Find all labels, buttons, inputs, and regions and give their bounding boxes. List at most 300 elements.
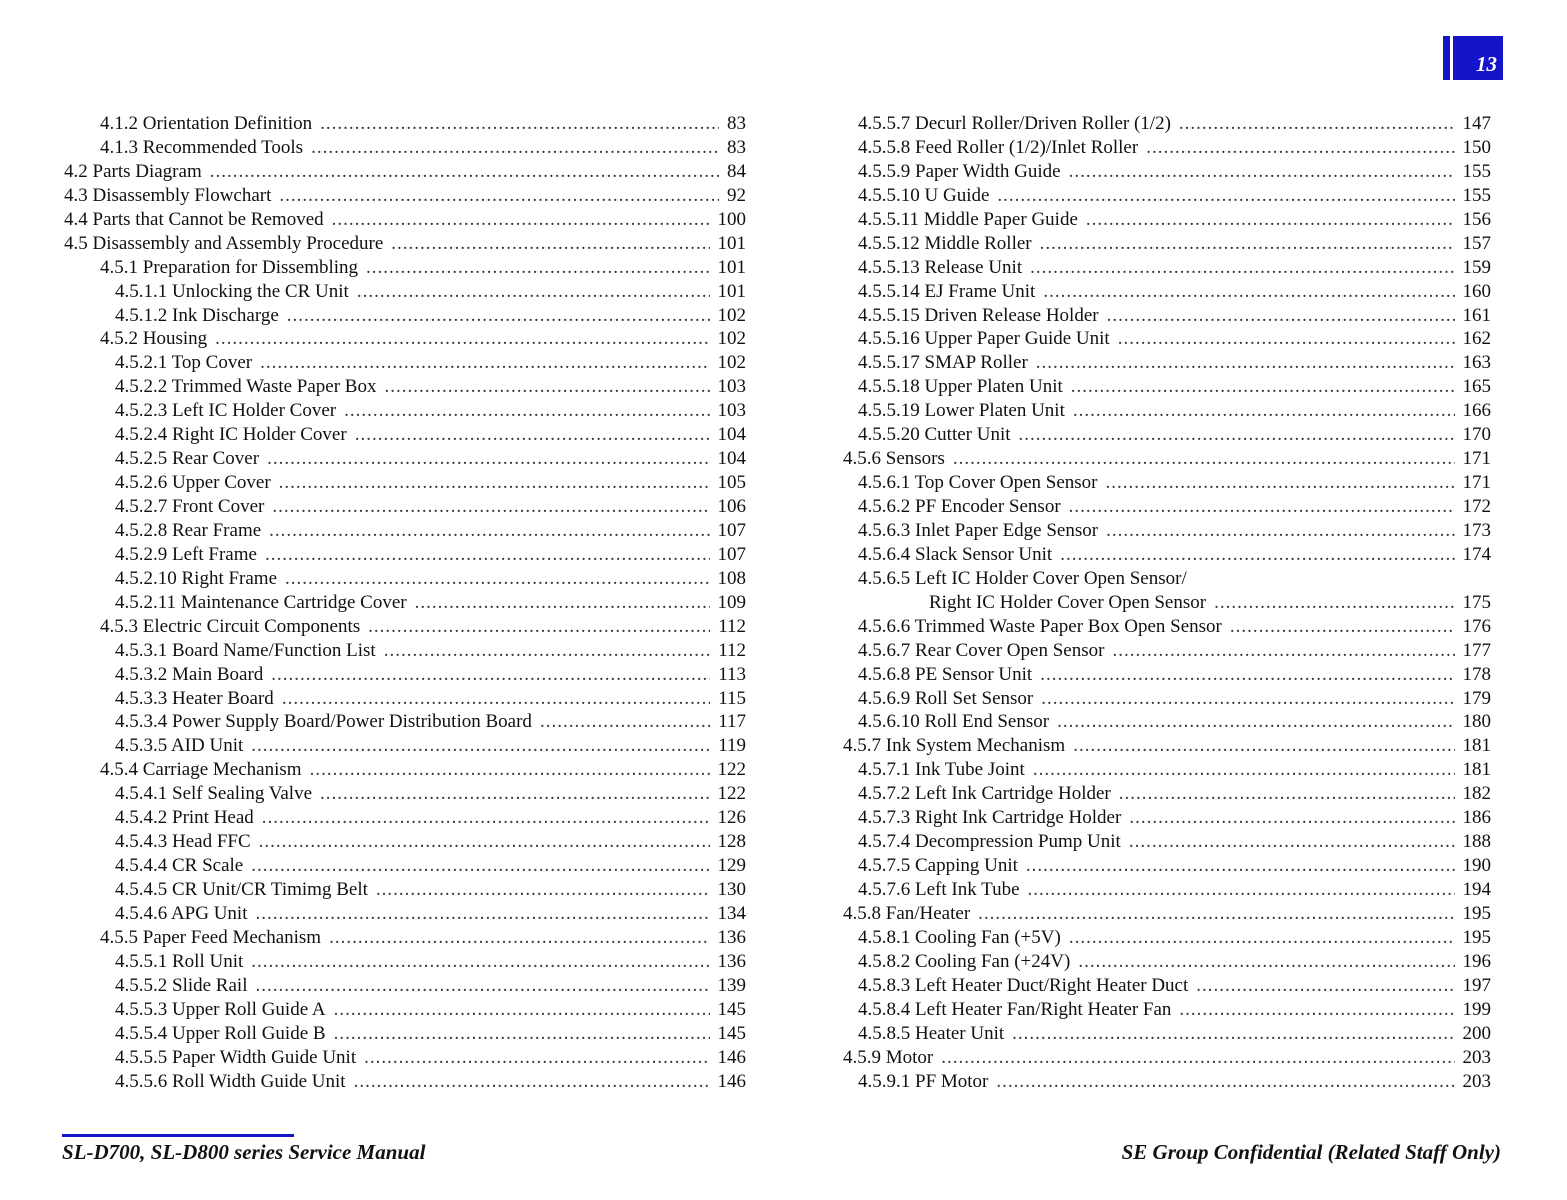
toc-dot-leader	[285, 567, 709, 591]
toc-dot-leader	[1041, 687, 1454, 711]
toc-entry[interactable]	[843, 495, 1491, 519]
page-number-badge	[1443, 36, 1503, 80]
toc-entry-page: 117	[718, 711, 746, 733]
toc-entry[interactable]	[64, 1046, 746, 1070]
toc-entry-title: 4.5.7.2 Left Ink Cartridge Holder	[858, 783, 1111, 805]
toc-entry[interactable]	[843, 351, 1491, 375]
footer-rule	[62, 1134, 294, 1137]
toc-entry-page: 195	[1462, 926, 1491, 948]
toc-entry[interactable]	[64, 710, 746, 734]
toc-dot-leader	[255, 974, 709, 998]
toc-entry[interactable]	[843, 687, 1491, 711]
toc-entry[interactable]	[64, 782, 746, 806]
toc-entry-title: 4.5.5.19 Lower Platen Unit	[858, 400, 1065, 422]
toc-entry-page: 108	[717, 567, 746, 589]
toc-entry-page: 136	[717, 950, 746, 972]
toc-entry-title: 4.5.3.4 Power Supply Board/Power Distribution Board	[115, 711, 532, 733]
toc-entry-page: 139	[717, 974, 746, 996]
toc-entry[interactable]	[843, 926, 1491, 950]
toc-dot-leader	[1019, 423, 1455, 447]
toc-entry-title: 4.5.6.5 Left IC Holder Cover Open Sensor/	[858, 567, 1187, 589]
toc-entry-title: 4.5.5.18 Upper Platen Unit	[858, 376, 1063, 398]
toc-dot-leader	[953, 447, 1455, 471]
toc-entry-title: 4.5.6.10 Roll End Sensor	[858, 711, 1050, 733]
toc-entry[interactable]	[64, 136, 746, 160]
toc-entry[interactable]	[64, 232, 746, 256]
toc-entry[interactable]	[64, 902, 746, 926]
toc-entry-title: 4.5.6.7 Rear Cover Open Sensor	[858, 639, 1105, 661]
toc-entry-title: 4.5.2.4 Right IC Holder Cover	[115, 424, 347, 446]
toc-dot-leader	[1078, 950, 1454, 974]
toc-dot-leader	[1214, 591, 1454, 615]
toc-entry-page: 119	[718, 735, 746, 757]
toc-entry-page: 159	[1462, 256, 1491, 278]
toc-entry[interactable]	[843, 519, 1491, 543]
toc-entry[interactable]	[64, 280, 746, 304]
toc-dot-leader	[320, 112, 719, 136]
toc-entry-page: 194	[1462, 879, 1491, 900]
toc-entry[interactable]	[843, 160, 1491, 184]
toc-entry-page: 177	[1462, 639, 1491, 661]
toc-dot-leader	[1106, 519, 1454, 543]
toc-entry[interactable]	[843, 375, 1491, 399]
toc-entry-page: 106	[717, 496, 746, 517]
toc-entry-title: 4.5.5.8 Feed Roller (1/2)/Inlet Roller	[858, 136, 1139, 158]
toc-entry[interactable]	[843, 423, 1491, 447]
toc-dot-leader	[368, 615, 710, 639]
toc-entry-title: 4.5.5.12 Middle Roller	[858, 232, 1032, 254]
toc-entry-page: 105	[717, 472, 746, 494]
toc-dot-leader	[1179, 998, 1454, 1022]
toc-entry[interactable]	[64, 112, 746, 136]
toc-entry-page: 128	[717, 831, 746, 853]
toc-entry-page: 155	[1462, 184, 1491, 206]
toc-entry-page: 161	[1462, 304, 1491, 326]
toc-entry-page: 181	[1462, 735, 1491, 757]
toc-entry-title: 4.5.6.9 Roll Set Sensor	[858, 687, 1034, 709]
toc-dot-leader	[334, 998, 710, 1022]
toc-dot-leader	[329, 926, 709, 950]
toc-entry-page: 182	[1462, 783, 1491, 805]
toc-entry[interactable]	[64, 399, 746, 423]
toc-entry[interactable]	[843, 567, 1491, 591]
toc-dot-leader	[259, 830, 710, 854]
toc-dot-leader	[267, 447, 709, 471]
toc-dot-leader	[366, 256, 709, 280]
toc-entry-title: 4.5.2.5 Rear Cover	[115, 448, 260, 470]
toc-dot-leader	[1118, 327, 1455, 351]
toc-dot-leader	[355, 423, 710, 447]
toc-entry-page: 180	[1462, 711, 1491, 733]
toc-entry[interactable]	[843, 974, 1491, 998]
toc-entry-page: 104	[717, 424, 746, 446]
toc-entry-title: 4.5.4.5 CR Unit/CR Timimg Belt	[115, 879, 368, 900]
toc-entry[interactable]	[843, 280, 1491, 304]
toc-dot-leader	[1230, 615, 1455, 639]
toc-entry[interactable]	[64, 591, 746, 615]
toc-dot-leader	[1086, 208, 1455, 232]
toc-entry[interactable]	[64, 854, 746, 878]
toc-entry[interactable]	[64, 447, 746, 471]
toc-entry[interactable]	[843, 663, 1491, 687]
toc-entry[interactable]	[64, 471, 746, 495]
toc-dot-leader	[384, 375, 709, 399]
toc-entry-title: 4.1.2 Orientation Definition	[100, 113, 313, 134]
toc-entry-page: 101	[717, 280, 746, 302]
toc-dot-leader	[260, 351, 709, 375]
toc-dot-leader	[1119, 782, 1455, 806]
toc-entry[interactable]	[64, 998, 746, 1022]
toc-entry-page: 170	[1462, 424, 1491, 446]
toc-entry-title: 4.5.3.1 Board Name/Function List	[115, 639, 376, 661]
toc-entry-page: 203	[1462, 1070, 1491, 1092]
toc-entry-title: 4.5.5.3 Upper Roll Guide A	[115, 998, 326, 1020]
toc-entry-page: 156	[1462, 208, 1491, 230]
toc-dot-leader	[384, 639, 711, 663]
toc-entry[interactable]	[64, 567, 746, 591]
toc-entry-page: 115	[718, 687, 746, 709]
toc-dot-leader	[357, 280, 710, 304]
toc-dot-leader	[287, 304, 710, 328]
toc-entry-page: 174	[1462, 543, 1491, 565]
toc-entry-page: 129	[717, 855, 746, 877]
toc-dot-leader	[1028, 878, 1455, 902]
toc-dot-leader	[1012, 1022, 1454, 1046]
toc-entry-title: 4.5.6.4 Slack Sensor Unit	[858, 543, 1053, 565]
toc-entry-page: 190	[1462, 855, 1491, 877]
toc-entry-page: 101	[717, 232, 746, 254]
toc-entry[interactable]	[64, 1022, 746, 1046]
toc-dot-leader	[996, 1070, 1454, 1094]
toc-entry-title: 4.5.2.8 Rear Frame	[115, 519, 262, 541]
toc-entry-page: 130	[717, 879, 746, 900]
toc-dot-leader	[344, 399, 709, 423]
toc-entry-title: 4.5.5.7 Decurl Roller/Driven Roller (1/2)	[858, 113, 1171, 134]
toc-entry-page: 171	[1462, 472, 1491, 494]
toc-dot-leader	[311, 136, 719, 160]
toc-entry-title: 4.5.7.6 Left Ink Tube	[858, 879, 1020, 900]
toc-dot-leader	[978, 902, 1454, 926]
toc-entry[interactable]	[843, 758, 1491, 782]
toc-dot-leader	[1026, 854, 1455, 878]
toc-entry[interactable]	[64, 304, 746, 328]
toc-entry-page: 200	[1462, 1022, 1491, 1044]
toc-entry[interactable]	[843, 734, 1491, 758]
toc-dot-leader	[376, 878, 710, 902]
toc-entry[interactable]	[64, 184, 746, 208]
toc-entry-page: 179	[1462, 687, 1491, 709]
toc-entry-page: 171	[1462, 448, 1491, 470]
toc-entry-title: 4.4 Parts that Cannot be Removed	[64, 208, 324, 230]
toc-dot-leader	[279, 184, 719, 208]
toc-entry[interactable]	[843, 1022, 1491, 1046]
toc-entry-title: 4.5.2.3 Left IC Holder Cover	[115, 400, 337, 422]
toc-entry-page: 112	[718, 639, 746, 661]
toc-entry[interactable]	[64, 519, 746, 543]
toc-dot-leader	[1069, 495, 1455, 519]
toc-dot-leader	[279, 471, 710, 495]
toc-dot-leader	[251, 734, 710, 758]
toc-dot-leader	[364, 1046, 709, 1070]
toc-entry[interactable]	[843, 447, 1491, 471]
toc-dot-leader	[332, 208, 710, 232]
toc-entry-page: 102	[717, 352, 746, 374]
toc-entry-page: 126	[717, 807, 746, 829]
toc-entry-title: 4.5.5.16 Upper Paper Guide Unit	[858, 328, 1110, 350]
toc-right-column	[843, 112, 1491, 1093]
toc-entry-title: Right IC Holder Cover Open Sensor	[929, 591, 1207, 613]
toc-entry[interactable]	[64, 758, 746, 782]
toc-entry-page: 181	[1462, 759, 1491, 781]
toc-entry[interactable]	[64, 208, 746, 232]
toc-entry-title: 4.5.2.1 Top Cover	[115, 352, 253, 374]
toc-entry-page: 147	[1462, 113, 1491, 134]
toc-entry[interactable]	[64, 687, 746, 711]
toc-dot-leader	[391, 232, 709, 256]
toc-entry-title: 4.5.7.4 Decompression Pump Unit	[858, 831, 1121, 853]
toc-dot-leader	[415, 591, 710, 615]
toc-entry[interactable]	[843, 591, 1491, 615]
toc-dot-leader	[997, 184, 1454, 208]
toc-entry[interactable]	[64, 375, 746, 399]
toc-entry-title: 4.5.4.1 Self Sealing Valve	[115, 783, 313, 805]
toc-entry[interactable]	[64, 663, 746, 687]
toc-dot-leader	[941, 1046, 1454, 1070]
toc-entry-title: 4.5.6.6 Trimmed Waste Paper Box Open Sensor	[858, 615, 1222, 637]
toc-dot-leader	[1196, 974, 1454, 998]
toc-entry-title: 4.5.1 Preparation for Dissembling	[100, 256, 359, 278]
toc-entry[interactable]	[843, 615, 1491, 639]
toc-entry[interactable]	[843, 639, 1491, 663]
toc-entry-title: 4.5.5.17 SMAP Roller	[858, 352, 1028, 374]
toc-entry[interactable]	[843, 136, 1491, 160]
toc-entry-page: 104	[717, 448, 746, 470]
toc-dot-leader	[272, 495, 709, 519]
toc-entry-page: 162	[1462, 328, 1491, 350]
toc-entry[interactable]	[843, 710, 1491, 734]
toc-entry-page: 102	[717, 304, 746, 326]
toc-entry-title: 4.5.5.15 Driven Release Holder	[858, 304, 1099, 326]
toc-entry-page: 157	[1462, 232, 1491, 254]
toc-entry-title: 4.5.5.5 Paper Width Guide Unit	[115, 1046, 357, 1068]
toc-entry[interactable]	[64, 543, 746, 567]
toc-entry[interactable]	[64, 878, 746, 902]
toc-entry-title: 4.5.2.2 Trimmed Waste Paper Box	[115, 376, 377, 398]
toc-entry[interactable]	[843, 208, 1491, 232]
toc-dot-leader	[282, 687, 710, 711]
toc-entry-title: 4.5.2.10 Right Frame	[115, 567, 278, 589]
toc-entry[interactable]	[843, 806, 1491, 830]
toc-entry-title: 4.5.2.11 Maintenance Cartridge Cover	[115, 591, 407, 613]
toc-entry-title: 4.5.1.1 Unlocking the CR Unit	[115, 280, 349, 302]
toc-entry[interactable]	[843, 399, 1491, 423]
toc-entry-title: 4.5.2.6 Upper Cover	[115, 472, 271, 494]
toc-entry-page: 107	[717, 519, 746, 541]
toc-dot-leader	[262, 806, 710, 830]
toc-entry-page: 172	[1462, 496, 1491, 517]
toc-entry[interactable]	[843, 878, 1491, 902]
toc-entry[interactable]	[64, 974, 746, 998]
toc-dot-leader	[1060, 543, 1454, 567]
toc-entry[interactable]	[843, 327, 1491, 351]
toc-entry-title: 4.5.6.2 PF Encoder Sensor	[858, 496, 1061, 517]
toc-dot-leader	[1033, 758, 1455, 782]
toc-entry-title: 4.5.7 Ink System Mechanism	[843, 735, 1066, 757]
toc-entry-title: 4.5.8.5 Heater Unit	[858, 1022, 1005, 1044]
toc-entry-page: 145	[717, 998, 746, 1020]
toc-entry-title: 4.5.4.2 Print Head	[115, 807, 254, 829]
toc-entry-page: 203	[1462, 1046, 1491, 1068]
toc-entry[interactable]	[843, 471, 1491, 495]
toc-entry[interactable]	[64, 830, 746, 854]
toc-entry[interactable]	[843, 543, 1491, 567]
toc-dot-leader	[354, 1070, 710, 1094]
toc-dot-leader	[1040, 663, 1454, 687]
toc-entry-page: 84	[727, 160, 746, 182]
toc-entry-page: 195	[1462, 902, 1491, 924]
toc-dot-leader	[1036, 351, 1455, 375]
toc-entry[interactable]	[843, 184, 1491, 208]
toc-entry[interactable]	[64, 806, 746, 830]
toc-entry-page: 165	[1462, 376, 1491, 398]
toc-entry[interactable]	[843, 950, 1491, 974]
toc-dot-leader	[269, 519, 709, 543]
toc-entry-page: 83	[727, 113, 746, 134]
toc-entry-title: 4.5.5.13 Release Unit	[858, 256, 1023, 278]
toc-entry-page: 146	[717, 1070, 746, 1092]
toc-entry-title: 4.5.4 Carriage Mechanism	[100, 759, 302, 781]
toc-entry[interactable]	[64, 495, 746, 519]
toc-entry[interactable]	[64, 1070, 746, 1094]
toc-entry-title: 4.5.8.2 Cooling Fan (+24V)	[858, 950, 1071, 972]
toc-entry-title: 4.5.5.14 EJ Frame Unit	[858, 280, 1036, 302]
toc-dot-leader	[1043, 280, 1454, 304]
toc-dot-leader	[215, 327, 709, 351]
toc-entry-page: 160	[1462, 280, 1491, 302]
toc-entry-page: 178	[1462, 663, 1491, 685]
toc-dot-leader	[540, 710, 710, 734]
toc-entry-page: 188	[1462, 831, 1491, 853]
toc-entry-page: 109	[717, 591, 746, 613]
toc-dot-leader	[1179, 112, 1455, 136]
toc-dot-leader	[1146, 136, 1454, 160]
footer-manual-title: SL-D700, SL-D800 series Service Manual	[62, 1140, 426, 1164]
toc-entry-page: 196	[1462, 950, 1491, 972]
toc-entry-page: 103	[717, 376, 746, 398]
toc-dot-leader	[1129, 830, 1455, 854]
toc-dot-leader	[310, 758, 710, 782]
toc-entry-title: 4.5.3 Electric Circuit Components	[100, 615, 361, 637]
toc-entry-page: 145	[717, 1022, 746, 1044]
toc-entry-title: 4.5 Disassembly and Assembly Procedure	[64, 232, 384, 254]
toc-entry-page: 136	[717, 926, 746, 948]
toc-entry-title: 4.5.3.3 Heater Board	[115, 687, 274, 709]
toc-entry[interactable]	[64, 734, 746, 758]
toc-entry-page: 102	[717, 328, 746, 350]
toc-dot-leader	[1040, 232, 1455, 256]
toc-entry-page: 83	[727, 136, 746, 158]
toc-entry-page: 100	[717, 208, 746, 230]
toc-entry-page: 175	[1462, 591, 1491, 613]
toc-entry-title: 4.5.3.2 Main Board	[115, 663, 264, 685]
toc-entry[interactable]	[64, 327, 746, 351]
toc-entry-page: 107	[717, 543, 746, 565]
toc-entry[interactable]	[64, 423, 746, 447]
toc-entry-title: 4.5.6.1 Top Cover Open Sensor	[858, 472, 1098, 494]
toc-dot-leader	[1069, 160, 1455, 184]
toc-dot-leader	[256, 902, 710, 926]
toc-entry[interactable]	[843, 854, 1491, 878]
toc-entry[interactable]	[843, 998, 1491, 1022]
toc-entry-page: 166	[1462, 400, 1491, 422]
toc-dot-leader	[1112, 639, 1454, 663]
toc-entry-title: 4.5.5.4 Upper Roll Guide B	[115, 1022, 326, 1044]
toc-entry-title: 4.5.2.7 Front Cover	[115, 496, 265, 517]
toc-entry[interactable]	[64, 615, 746, 639]
toc-entry[interactable]	[64, 950, 746, 974]
toc-entry-title: 4.5.5.9 Paper Width Guide	[858, 160, 1061, 182]
toc-entry[interactable]	[843, 232, 1491, 256]
toc-entry[interactable]	[843, 256, 1491, 280]
toc-entry-page: 122	[717, 783, 746, 805]
toc-dot-leader	[1030, 256, 1454, 280]
toc-entry[interactable]	[843, 112, 1491, 136]
toc-dot-leader	[1069, 926, 1455, 950]
toc-entry[interactable]	[64, 926, 746, 950]
toc-entry-title: 4.1.3 Recommended Tools	[100, 136, 304, 158]
toc-entry-title: 4.5.3.5 AID Unit	[115, 735, 244, 757]
toc-entry[interactable]	[64, 639, 746, 663]
toc-entry[interactable]	[843, 902, 1491, 926]
toc-left-column	[64, 112, 746, 1093]
toc-entry-page: 134	[717, 902, 746, 924]
toc-dot-leader	[251, 950, 709, 974]
toc-entry-page: 146	[717, 1046, 746, 1068]
toc-dot-leader	[210, 160, 719, 184]
toc-entry-page: 101	[717, 256, 746, 278]
toc-entry[interactable]	[64, 160, 746, 184]
toc-entry-page: 112	[718, 615, 746, 637]
toc-entry-title: 4.5.5.2 Slide Rail	[115, 974, 248, 996]
toc-entry-page: 92	[727, 184, 746, 206]
toc-entry-title: 4.5.1.2 Ink Discharge	[115, 304, 279, 326]
toc-entry[interactable]	[64, 256, 746, 280]
toc-entry[interactable]	[843, 830, 1491, 854]
toc-entry-page: 103	[717, 400, 746, 422]
footer-confidential: SE Group Confidential (Related Staff Only)	[1121, 1140, 1501, 1164]
toc-entry-title: 4.5.4.3 Head FFC	[115, 831, 251, 853]
toc-dot-leader	[265, 543, 710, 567]
toc-entry-title: 4.5.2 Housing	[100, 328, 208, 350]
toc-entry[interactable]	[843, 1070, 1491, 1094]
toc-entry-title: 4.5.4.4 CR Scale	[115, 855, 244, 877]
toc-dot-leader	[1073, 734, 1454, 758]
toc-entry[interactable]	[843, 304, 1491, 328]
toc-dot-leader	[1106, 471, 1455, 495]
toc-entry-title: 4.5.5.10 U Guide	[858, 184, 990, 206]
toc-dot-leader	[251, 854, 709, 878]
toc-dot-leader	[320, 782, 709, 806]
toc-entry-title: 4.5.9 Motor	[843, 1046, 934, 1068]
toc-entry-title: 4.5.7.1 Ink Tube Joint	[858, 759, 1025, 781]
toc-entry-title: 4.5.7.3 Right Ink Cartridge Holder	[858, 807, 1122, 829]
toc-entry-page: 199	[1462, 998, 1491, 1020]
toc-entry[interactable]	[843, 782, 1491, 806]
toc-entry-title: 4.5.8.3 Left Heater Duct/Right Heater Duct	[858, 974, 1189, 996]
toc-entry-title: 4.5.5.6 Roll Width Guide Unit	[115, 1070, 346, 1092]
toc-entry[interactable]	[843, 1046, 1491, 1070]
toc-entry[interactable]	[64, 351, 746, 375]
